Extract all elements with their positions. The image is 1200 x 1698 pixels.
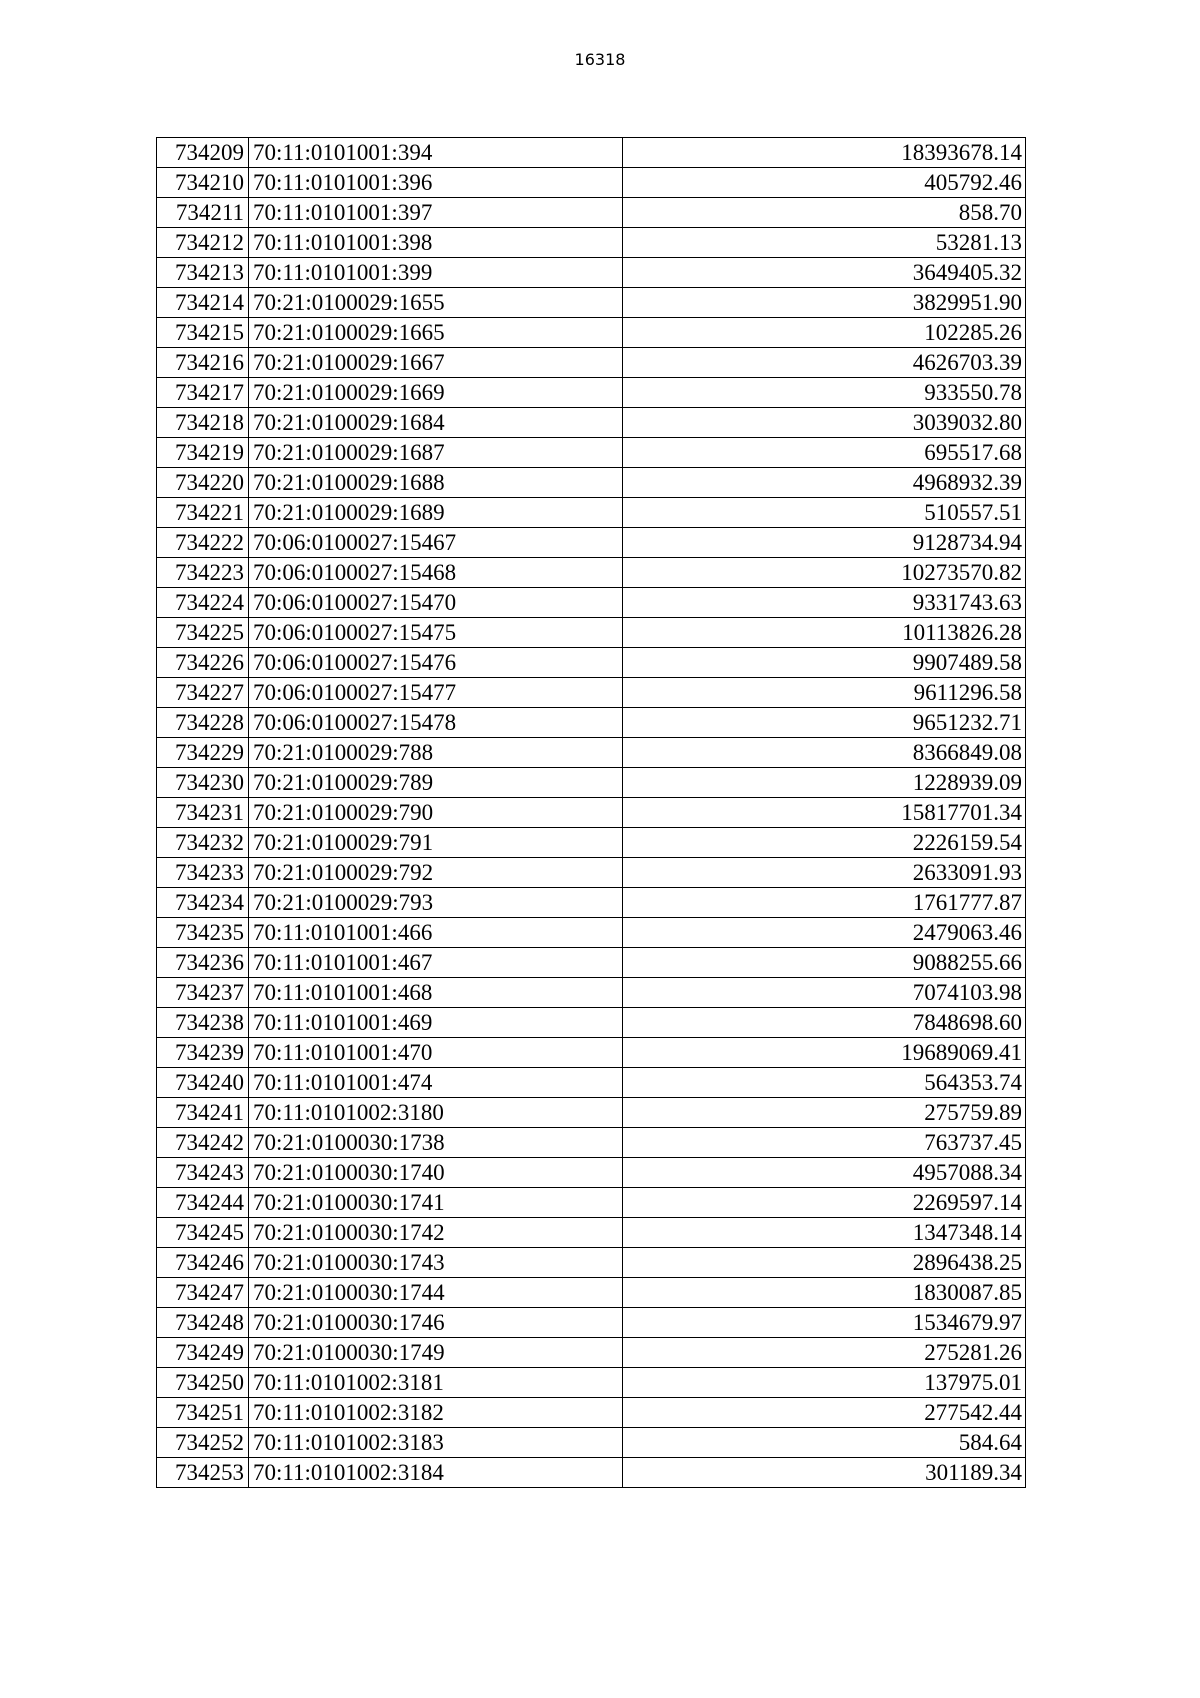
table-row: [157, 1218, 1026, 1248]
value-cell: 9331743.63: [623, 588, 1026, 618]
table-row: [157, 648, 1026, 678]
row-number-cell: 734232: [157, 828, 249, 858]
value-cell: 275281.26: [623, 1338, 1026, 1368]
row-number-cell: 734252: [157, 1428, 249, 1458]
table-row: [157, 1248, 1026, 1278]
cadastral-number-cell: 70:11:0101001:394: [249, 138, 623, 168]
table-row: [157, 768, 1026, 798]
table-row: [157, 468, 1026, 498]
value-cell: 137975.01: [623, 1368, 1026, 1398]
row-number-cell: 734226: [157, 648, 249, 678]
row-number-cell: 734216: [157, 348, 249, 378]
cadastral-number-cell: 70:06:0100027:15467: [249, 528, 623, 558]
value-cell: 1830087.85: [623, 1278, 1026, 1308]
row-number-cell: 734235: [157, 918, 249, 948]
value-cell: 9088255.66: [623, 948, 1026, 978]
table-row: [157, 1398, 1026, 1428]
cadastral-number-cell: 70:06:0100027:15478: [249, 708, 623, 738]
value-cell: 1761777.87: [623, 888, 1026, 918]
table-row: [157, 738, 1026, 768]
row-number-cell: 734220: [157, 468, 249, 498]
row-number-cell: 734223: [157, 558, 249, 588]
value-cell: 301189.34: [623, 1458, 1026, 1488]
table-row: [157, 288, 1026, 318]
row-number-cell: 734227: [157, 678, 249, 708]
cadastral-number-cell: 70:21:0100029:792: [249, 858, 623, 888]
value-cell: 858.70: [623, 198, 1026, 228]
row-number-cell: 734228: [157, 708, 249, 738]
row-number-cell: 734222: [157, 528, 249, 558]
table-row: [157, 918, 1026, 948]
value-cell: 510557.51: [623, 498, 1026, 528]
row-number-cell: 734213: [157, 258, 249, 288]
table-row: [157, 318, 1026, 348]
value-cell: 53281.13: [623, 228, 1026, 258]
row-number-cell: 734244: [157, 1188, 249, 1218]
value-cell: 4968932.39: [623, 468, 1026, 498]
cadastral-number-cell: 70:06:0100027:15477: [249, 678, 623, 708]
cadastral-number-cell: 70:21:0100029:793: [249, 888, 623, 918]
cadastral-number-cell: 70:06:0100027:15475: [249, 618, 623, 648]
cadastral-number-cell: 70:21:0100030:1749: [249, 1338, 623, 1368]
value-cell: 2633091.93: [623, 858, 1026, 888]
cadastral-number-cell: 70:21:0100030:1742: [249, 1218, 623, 1248]
cadastral-number-cell: 70:21:0100029:789: [249, 768, 623, 798]
cadastral-number-cell: 70:11:0101001:466: [249, 918, 623, 948]
table-row: [157, 978, 1026, 1008]
value-cell: 10273570.82: [623, 558, 1026, 588]
row-number-cell: 734211: [157, 198, 249, 228]
cadastral-number-cell: 70:11:0101001:470: [249, 1038, 623, 1068]
table-row: [157, 888, 1026, 918]
value-cell: 3039032.80: [623, 408, 1026, 438]
table-row: [157, 678, 1026, 708]
cadastral-number-cell: 70:21:0100030:1741: [249, 1188, 623, 1218]
row-number-cell: 734242: [157, 1128, 249, 1158]
row-number-cell: 734231: [157, 798, 249, 828]
value-cell: 277542.44: [623, 1398, 1026, 1428]
cadastral-number-cell: 70:21:0100029:1655: [249, 288, 623, 318]
value-cell: 1347348.14: [623, 1218, 1026, 1248]
value-cell: 2226159.54: [623, 828, 1026, 858]
cadastral-number-cell: 70:11:0101001:396: [249, 168, 623, 198]
table-row: [157, 498, 1026, 528]
value-cell: 3649405.32: [623, 258, 1026, 288]
table-row: [157, 1428, 1026, 1458]
value-cell: 275759.89: [623, 1098, 1026, 1128]
cadastral-number-cell: 70:21:0100029:1669: [249, 378, 623, 408]
registry-table-body: [157, 138, 1026, 1488]
row-number-cell: 734238: [157, 1008, 249, 1038]
value-cell: 8366849.08: [623, 738, 1026, 768]
cadastral-number-cell: 70:11:0101002:3182: [249, 1398, 623, 1428]
cadastral-number-cell: 70:21:0100029:1667: [249, 348, 623, 378]
value-cell: 2269597.14: [623, 1188, 1026, 1218]
row-number-cell: 734225: [157, 618, 249, 648]
cadastral-number-cell: 70:21:0100029:1665: [249, 318, 623, 348]
cadastral-number-cell: 70:21:0100029:788: [249, 738, 623, 768]
row-number-cell: 734215: [157, 318, 249, 348]
table-row: [157, 558, 1026, 588]
cadastral-number-cell: 70:21:0100029:1687: [249, 438, 623, 468]
table-row: [157, 1128, 1026, 1158]
table-row: [157, 1308, 1026, 1338]
row-number-cell: 734221: [157, 498, 249, 528]
table-row: [157, 378, 1026, 408]
table-row: [157, 258, 1026, 288]
row-number-cell: 734251: [157, 1398, 249, 1428]
value-cell: 1534679.97: [623, 1308, 1026, 1338]
value-cell: 763737.45: [623, 1128, 1026, 1158]
cadastral-number-cell: 70:21:0100030:1740: [249, 1158, 623, 1188]
table-row: [157, 858, 1026, 888]
table-row: [157, 1368, 1026, 1398]
table-row: [157, 588, 1026, 618]
table-row: [157, 1278, 1026, 1308]
cadastral-number-cell: 70:11:0101001:397: [249, 198, 623, 228]
cadastral-number-cell: 70:06:0100027:15476: [249, 648, 623, 678]
table-row: [157, 618, 1026, 648]
table-row: [157, 708, 1026, 738]
row-number-cell: 734237: [157, 978, 249, 1008]
cadastral-number-cell: 70:21:0100030:1744: [249, 1278, 623, 1308]
cadastral-number-cell: 70:21:0100030:1743: [249, 1248, 623, 1278]
value-cell: 584.64: [623, 1428, 1026, 1458]
value-cell: 4626703.39: [623, 348, 1026, 378]
value-cell: 18393678.14: [623, 138, 1026, 168]
value-cell: 933550.78: [623, 378, 1026, 408]
row-number-cell: 734234: [157, 888, 249, 918]
row-number-cell: 734229: [157, 738, 249, 768]
value-cell: 3829951.90: [623, 288, 1026, 318]
cadastral-number-cell: 70:21:0100029:791: [249, 828, 623, 858]
row-number-cell: 734209: [157, 138, 249, 168]
value-cell: 15817701.34: [623, 798, 1026, 828]
table-row: [157, 408, 1026, 438]
row-number-cell: 734236: [157, 948, 249, 978]
row-number-cell: 734233: [157, 858, 249, 888]
row-number-cell: 734241: [157, 1098, 249, 1128]
row-number-cell: 734210: [157, 168, 249, 198]
cadastral-number-cell: 70:21:0100030:1746: [249, 1308, 623, 1338]
table-row: [157, 798, 1026, 828]
cadastral-number-cell: 70:21:0100029:790: [249, 798, 623, 828]
row-number-cell: 734214: [157, 288, 249, 318]
row-number-cell: 734239: [157, 1038, 249, 1068]
row-number-cell: 734219: [157, 438, 249, 468]
registry-table: [156, 137, 1026, 1488]
table-row: [157, 1158, 1026, 1188]
value-cell: 19689069.41: [623, 1038, 1026, 1068]
cadastral-number-cell: 70:11:0101002:3180: [249, 1098, 623, 1128]
row-number-cell: 734250: [157, 1368, 249, 1398]
table-row: [157, 348, 1026, 378]
value-cell: 405792.46: [623, 168, 1026, 198]
value-cell: 2896438.25: [623, 1248, 1026, 1278]
cadastral-number-cell: 70:21:0100029:1688: [249, 468, 623, 498]
value-cell: 564353.74: [623, 1068, 1026, 1098]
value-cell: 9651232.71: [623, 708, 1026, 738]
table-row: [157, 168, 1026, 198]
cadastral-number-cell: 70:11:0101001:467: [249, 948, 623, 978]
table-row: [157, 1188, 1026, 1218]
table-row: [157, 1008, 1026, 1038]
row-number-cell: 734217: [157, 378, 249, 408]
row-number-cell: 734245: [157, 1218, 249, 1248]
table-row: [157, 138, 1026, 168]
value-cell: 7074103.98: [623, 978, 1026, 1008]
cadastral-number-cell: 70:11:0101001:398: [249, 228, 623, 258]
value-cell: 9611296.58: [623, 678, 1026, 708]
value-cell: 695517.68: [623, 438, 1026, 468]
row-number-cell: 734224: [157, 588, 249, 618]
cadastral-number-cell: 70:11:0101001:468: [249, 978, 623, 1008]
cadastral-number-cell: 70:11:0101001:399: [249, 258, 623, 288]
table-row: [157, 1038, 1026, 1068]
cadastral-number-cell: 70:21:0100029:1689: [249, 498, 623, 528]
cadastral-number-cell: 70:06:0100027:15468: [249, 558, 623, 588]
value-cell: 7848698.60: [623, 1008, 1026, 1038]
table-row: [157, 438, 1026, 468]
value-cell: 4957088.34: [623, 1158, 1026, 1188]
table-row: [157, 528, 1026, 558]
row-number-cell: 734247: [157, 1278, 249, 1308]
row-number-cell: 734218: [157, 408, 249, 438]
table-row: [157, 1458, 1026, 1488]
cadastral-number-cell: 70:06:0100027:15470: [249, 588, 623, 618]
table-row: [157, 228, 1026, 258]
cadastral-number-cell: 70:11:0101002:3184: [249, 1458, 623, 1488]
value-cell: 10113826.28: [623, 618, 1026, 648]
row-number-cell: 734253: [157, 1458, 249, 1488]
table-row: [157, 1098, 1026, 1128]
row-number-cell: 734248: [157, 1308, 249, 1338]
row-number-cell: 734230: [157, 768, 249, 798]
row-number-cell: 734240: [157, 1068, 249, 1098]
row-number-cell: 734212: [157, 228, 249, 258]
value-cell: 102285.26: [623, 318, 1026, 348]
table-row: [157, 948, 1026, 978]
cadastral-number-cell: 70:11:0101002:3183: [249, 1428, 623, 1458]
cadastral-number-cell: 70:21:0100030:1738: [249, 1128, 623, 1158]
cadastral-number-cell: 70:11:0101001:474: [249, 1068, 623, 1098]
table-row: [157, 198, 1026, 228]
value-cell: 9128734.94: [623, 528, 1026, 558]
table-row: [157, 1338, 1026, 1368]
table-row: [157, 1068, 1026, 1098]
cadastral-number-cell: 70:21:0100029:1684: [249, 408, 623, 438]
page-number: 16318: [574, 50, 626, 69]
value-cell: 9907489.58: [623, 648, 1026, 678]
row-number-cell: 734246: [157, 1248, 249, 1278]
cadastral-number-cell: 70:11:0101001:469: [249, 1008, 623, 1038]
cadastral-number-cell: 70:11:0101002:3181: [249, 1368, 623, 1398]
value-cell: 1228939.09: [623, 768, 1026, 798]
value-cell: 2479063.46: [623, 918, 1026, 948]
table-row: [157, 828, 1026, 858]
row-number-cell: 734249: [157, 1338, 249, 1368]
row-number-cell: 734243: [157, 1158, 249, 1188]
